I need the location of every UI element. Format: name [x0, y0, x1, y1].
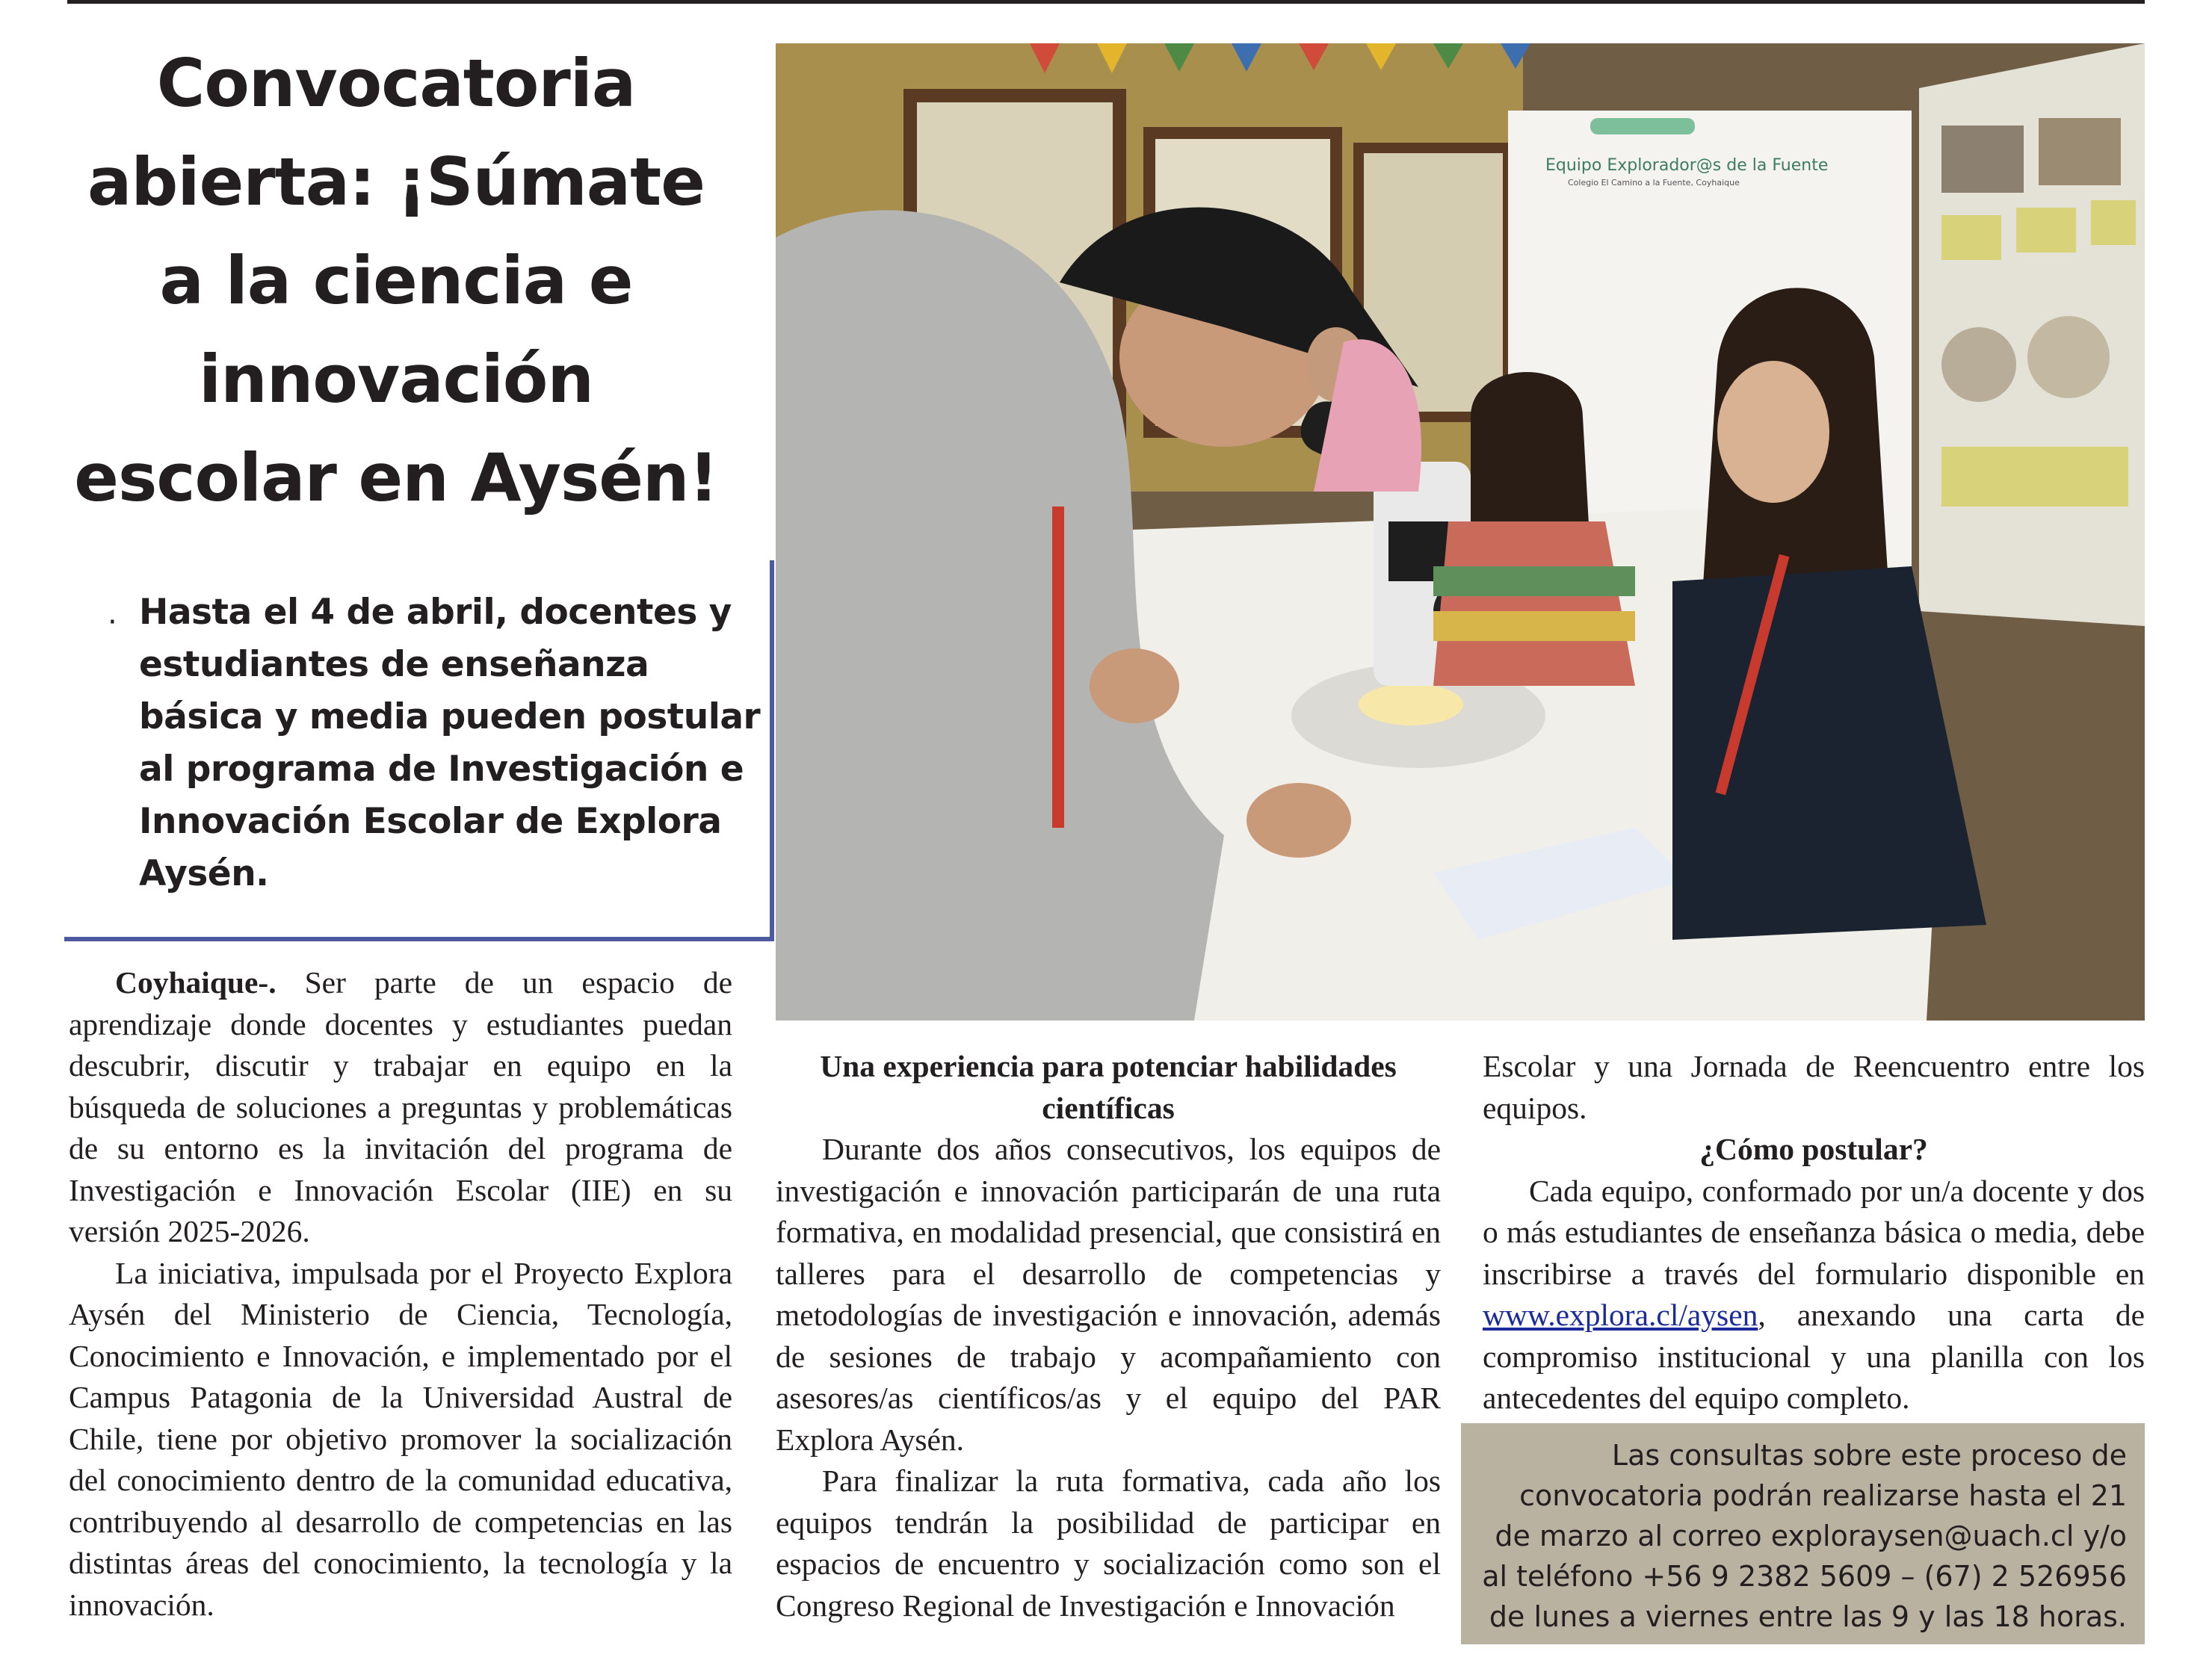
lead-box	[64, 560, 774, 941]
paragraph-5: Cada equipo, conformado por un/a docente y dos o más estudiantes de enseñanza básica o media, debe inscribirse a través del formulario disponible en www.explora.cl/aysen, anexando una carta de compromiso institucional y una planilla con los antecedentes del equipo completo.	[1483, 1173, 2145, 1415]
bullet-point: ·	[108, 605, 117, 640]
subhead-experiencia: Una experiencia para potenciar habilidades científicas	[820, 1049, 1397, 1125]
paragraph-4-continued: Escolar y una Jornada de Reencuentro entre los equipos.	[1483, 1049, 2145, 1125]
banner-title: Equipo Explorador@s de la Fuente	[1545, 156, 1829, 175]
headline: Convocatoria abierta: ¡Súmate a la ciencia e innovación escolar en Aysén!	[74, 45, 718, 516]
paragraph-intro: Coyhaique-. Ser parte de un espacio de aprendizaje donde docentes y estudiantes puedan descubrir, discutir y trabajar en equipo en la búsqueda de soluciones a preguntas y problemáticas de su entorno es la invitación del programa de Investigación e Innovación Escolar (IIE) en su versión 2025-2026.	[69, 965, 732, 1248]
banner-subtitle: Colegio El Camino a la Fuente, Coyhaique	[1568, 178, 1740, 188]
contact-note: Las consultas sobre este proceso de convocatoria podrán realizarse hasta el 21 de marzo al correo exploraysen@uach.cl y/o al teléfono +56 9 2382 5609 – (67) 2 526956 de lunes a viernes entre las 9 y las 18 horas.	[1461, 1423, 2145, 1644]
column-1	[69, 962, 732, 1626]
column-3	[1483, 1046, 2145, 1419]
paragraph-3: Durante dos años consecutivos, los equipos de investigación e innovación participarán de una ruta formativa, en modalidad presencial, que consistirá en talleres para el desarrollo de competencias y metodologías de investigación e innovación, además de sesiones de trabajo y acompañamiento con asesores/as científicos/as y el equipo del PAR Explora Aysén.	[776, 1132, 1441, 1457]
lead-text: Hasta el 4 de abril, docentes y estudiantes de enseñanza básica y media pueden postular al programa de Investigación e Innovación Escolar de Explora Aysén.	[139, 592, 761, 894]
article-photo	[776, 43, 2145, 1021]
dateline: Coyhaique-.	[115, 965, 276, 1000]
top-rule	[67, 0, 2145, 4]
paragraph-4: Para finalizar la ruta formativa, cada año los equipos tendrán la posibilidad de participar en espacios de encuentro y socialización como son el Congreso Regional de Investigación e Innovación	[776, 1464, 1441, 1623]
column-2	[776, 1046, 1441, 1626]
explora-link[interactable]: www.explora.cl/aysen	[1483, 1298, 1758, 1332]
photo-illustration	[776, 43, 2145, 1021]
paragraph-2: La iniciativa, impulsada por el Proyecto Explora Aysén del Ministerio de Ciencia, Tecnología, Conocimiento e Innovación, e implementado por el Campus Patagonia de la Universidad Austral de Chile, tiene por objetivo promover la socialización del conocimiento dentro de la comunidad educativa, contribuyendo al desarrollo de competencias en las distintas áreas del conocimiento, la tecnología y la innovación.	[69, 1255, 732, 1622]
subhead-como-postular: ¿Cómo postular?	[1699, 1132, 1928, 1166]
